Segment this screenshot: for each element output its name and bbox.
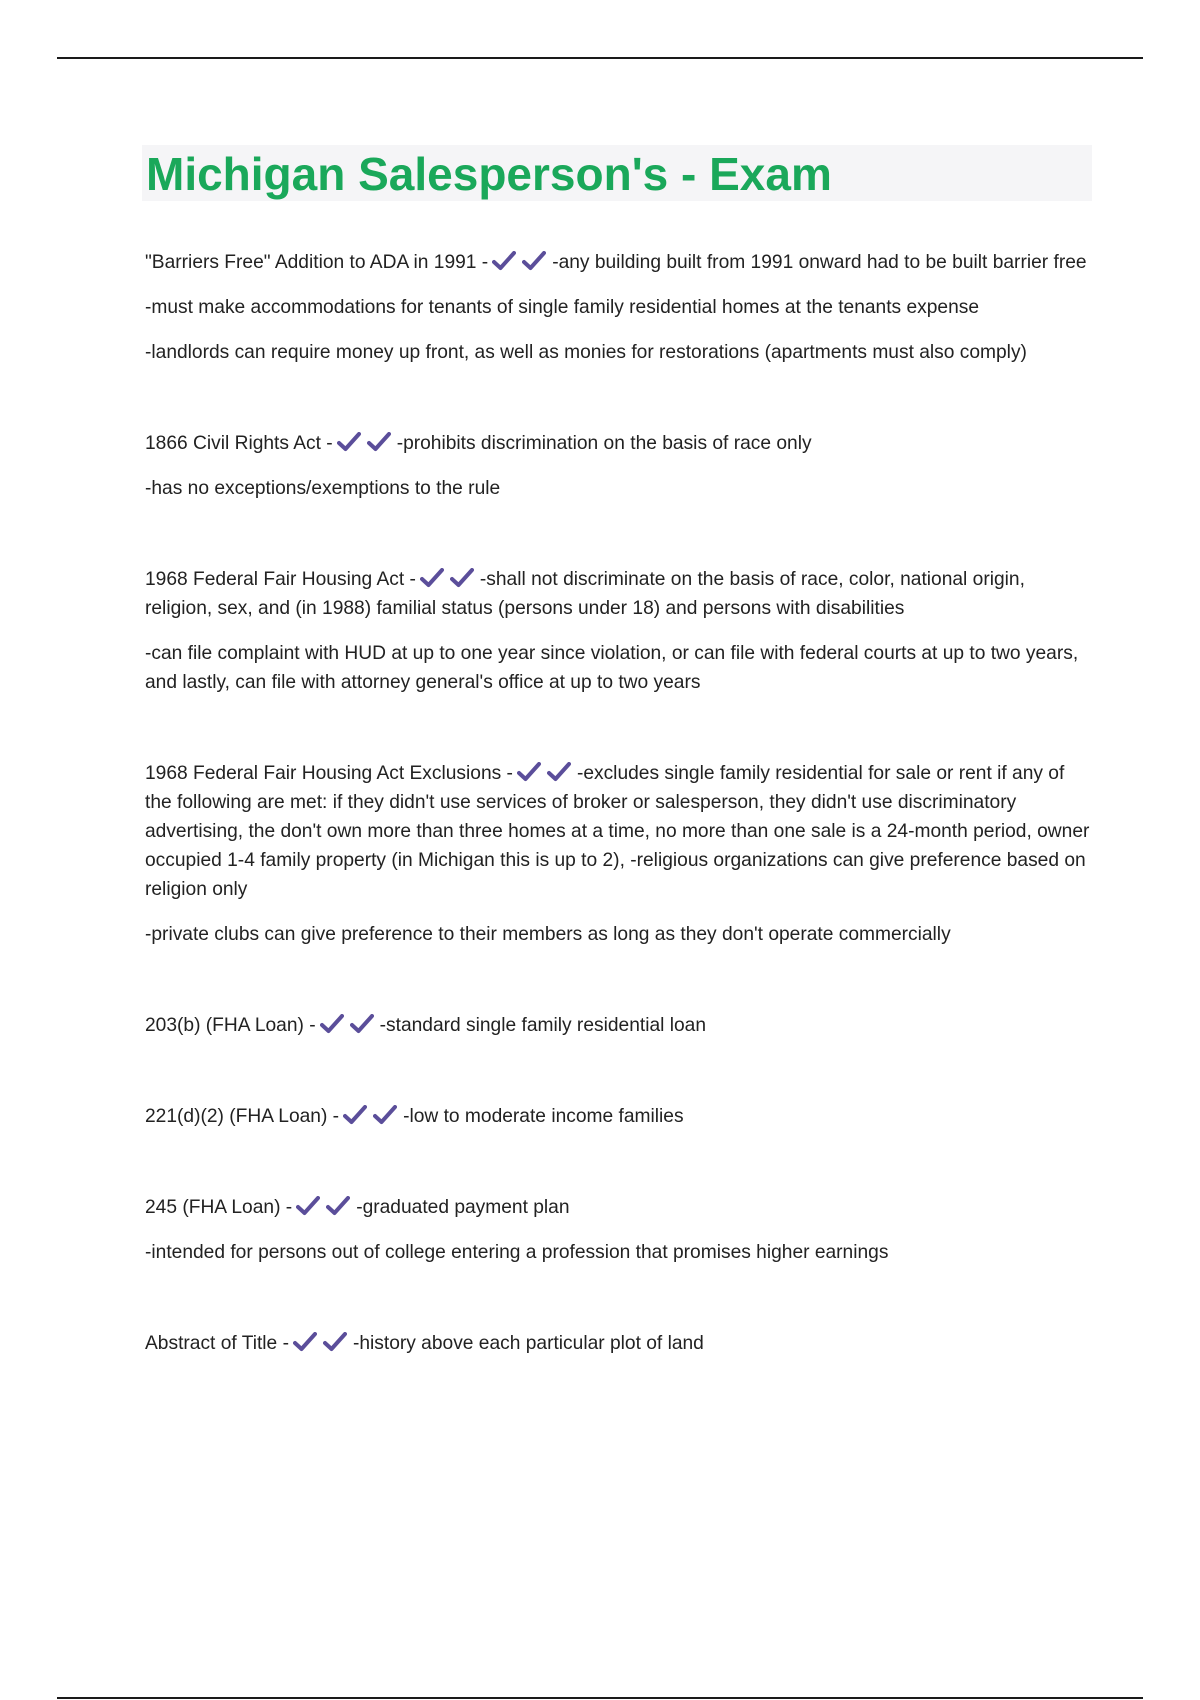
check-icon [547, 762, 573, 782]
check-icon [350, 1014, 376, 1034]
check-icon [293, 1332, 319, 1352]
entry-answer: -shall not discriminate on the basis of race, color, national origin, religion, sex, and (in 1988) familial status (persons under 18) and persons with disabilities [145, 569, 1025, 619]
check-icon [367, 432, 393, 452]
page-title: Michigan Salesperson's - Exam [146, 148, 832, 200]
entry-term: 1968 Federal Fair Housing Act - [145, 569, 416, 590]
entry [145, 1329, 1095, 1358]
check-icon [517, 762, 543, 782]
entry-detail: -landlords can require money up front, as well as monies for restorations (apartments must also comply) [145, 342, 1027, 363]
entry [145, 429, 1095, 503]
entry-term: 221(d)(2) (FHA Loan) - [145, 1106, 340, 1127]
entry-answer: -history above each particular plot of land [352, 1333, 704, 1354]
check-marks [337, 433, 397, 454]
check-marks [320, 1015, 380, 1036]
check-marks [343, 1106, 403, 1127]
check-icon [420, 568, 446, 588]
check-icon [522, 251, 548, 271]
entry-definition [145, 248, 1095, 277]
entry-answer: -excludes single family residential for sale or rent if any of the following are met: if they didn't use services of broker or salesperson, they didn't use discriminatory advertising, the don't own more than three homes at a time, no more than one sale is a 24-month period, owner occupied 1-4 family property (in Michigan this is up to 2), -religious organizations can give preference based on religion only [145, 763, 1090, 900]
entry-definition [145, 1011, 1095, 1040]
entry-definition [145, 1193, 1095, 1222]
entry-answer: -graduated payment plan [356, 1197, 570, 1218]
check-marks [296, 1197, 356, 1218]
check-icon [323, 1332, 349, 1352]
check-icon [326, 1196, 352, 1216]
check-icon [450, 568, 476, 588]
entry-definition [145, 759, 1095, 904]
entry-answer: -prohibits discrimination on the basis of race only [396, 433, 812, 454]
entry-detail: -has no exceptions/exemptions to the rule [145, 478, 501, 499]
entry-detail: -intended for persons out of college entering a profession that promises higher earnings [145, 1242, 889, 1263]
entry-detail: -can file complaint with HUD at up to one year since violation, or can file with federal courts at up to two years, and lastly, can file with attorney general's office at up to two years [145, 643, 1079, 693]
entries-list [145, 248, 1095, 1420]
entry [145, 248, 1095, 367]
entry [145, 1102, 1095, 1131]
check-marks [293, 1333, 353, 1354]
entry-term: 1968 Federal Fair Housing Act Exclusions - [145, 763, 513, 784]
check-icon [373, 1105, 399, 1125]
entry-definition [145, 1102, 1095, 1131]
check-icon [337, 432, 363, 452]
check-marks [517, 763, 577, 784]
entry-term: 203(b) (FHA Loan) - [145, 1015, 316, 1036]
entry-definition [145, 565, 1095, 623]
entry-term: 1866 Civil Rights Act - [145, 433, 333, 454]
top-rule [57, 57, 1143, 59]
entry-term: "Barriers Free" Addition to ADA in 1991 - [145, 252, 489, 273]
entry [145, 1011, 1095, 1040]
check-icon [492, 251, 518, 271]
entry-detail: -private clubs can give preference to their members as long as they don't operate commercially [145, 924, 951, 945]
entry-answer: -low to moderate income families [403, 1106, 684, 1127]
check-marks [420, 569, 480, 590]
entry-definition [145, 429, 1095, 458]
bottom-rule [57, 1697, 1143, 1699]
entry-term: 245 (FHA Loan) - [145, 1197, 293, 1218]
entry-detail: -must make accommodations for tenants of single family residential homes at the tenants expense [145, 297, 980, 318]
entry-answer: -any building built from 1991 onward had to be built barrier free [552, 252, 1087, 273]
entry-term: Abstract of Title - [145, 1333, 289, 1354]
check-marks [492, 252, 552, 273]
entry-answer: -standard single family residential loan [379, 1015, 706, 1036]
entry [145, 565, 1095, 697]
entry [145, 759, 1095, 949]
entry-definition [145, 1329, 1095, 1358]
check-icon [296, 1196, 322, 1216]
entry [145, 1193, 1095, 1267]
check-icon [320, 1014, 346, 1034]
check-icon [343, 1105, 369, 1125]
